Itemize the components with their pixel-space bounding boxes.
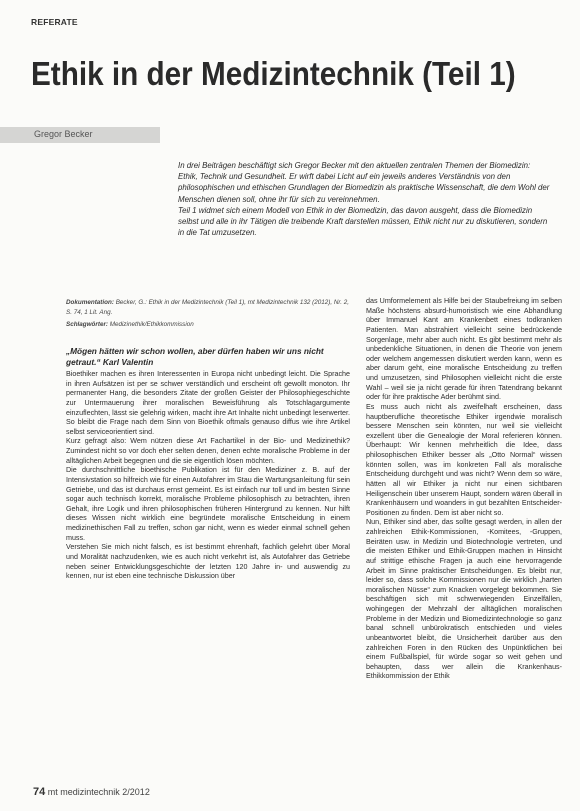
keywords-label: Schlagwörter: <box>66 321 108 329</box>
intro-paragraph-1: In drei Beiträgen beschäftigt sich Gregor Becker mit den aktuellen zentralen Themen der Biomedizin: Ethik, Technik und Gesundheit. Er wirft dabei Licht auf ein jeweils anderes Verständnis von den philosophischen und ethischen Grundlagen der Biomedizin als praktische Wissenschaft, die dem Wohl der Menschen dienen soll, ohne ihr für sich zu vereinnehmen. <box>178 161 550 204</box>
page-number: 74 <box>33 786 46 798</box>
documentation-text: Becker, G.: Ethik in der Medizintechnik (Teil 1), mt Medizintechnik 132 (2012), Nr. 2, S. 74, 1 Lit. Ang. <box>66 299 350 316</box>
body-paragraph: Nun, Ethiker sind aber, das sollte gesagt werden, in allen der zahlreichen Ethik-Kommissionen, -Komitees, -Gruppen, Beiräten usw. in Medizin und Biotechnologie vertreten, und die meisten Ethiker und Ethik-Gruppen machen in Hinsicht auf strittige ethische Fragen ja auch eine hervorragende Arbeit im Sinne praktischer Entscheidungen. Es bleibt nur, leider so, dass solche Kommissionen nur die wirklich „harten moralischen Nüsse“ zum Knacken vorgelegt bekommen. Sie beschäftigen sich mit schwerwiegenden Einzelfällen, wohingegen der Mehrzahl der alltäglichen moralischen Probleme in der Medizin und Biomedizintechnologie so ganz banal schnell unbürokratisch entschieden und vieles unbeantwortet bleibt, die Unsicherheit darüber aus den zahlreichen Foren in den Rücken des Unpünktlichen bei einem Fußballspiel, für würde sogar so weit gehen und behaupten, dass wer allein die Krankenhaus-Ethikkommission der Ethik <box>366 518 562 681</box>
body-paragraph: Verstehen Sie mich nicht falsch, es ist bestimmt ehrenhaft, fachlich gelehrt über Moral und Moralität nachzudenken, wie es auch nicht verkehrt ist, als Autofahrer das Getriebe neben seiner Entwicklungsgeschichte der letzten 120 Jahre in- und auswendig zu kennen, nur ist eben eine technische Diskussion über <box>66 543 350 581</box>
body-paragraph: Die durchschnittliche bioethische Publikation ist für den Mediziner z. B. auf der Intensivstation so hilfreich wie für einen Autofahrer im Stau die Wartungsanleitung für sein Getriebe, und das ist durchaus ernst gemeint. Es ist einfach nur toll und im besten Sinne sogar auch technisch korrekt, moralische Probleme philosophisch zu betrachten, ihren Gehalt, ihre Logik und ihren philosophischen früheren Hintergrund zu kennen. Nur hilft dieses Wissen nicht wirklich eine begründete moralische Entscheidung in einem medizinethischen Fall zu treffen, schon gar nicht, wenn es wieder einmal schnell gehen muss. <box>66 466 350 542</box>
body-column-right <box>366 297 562 787</box>
body-paragraph: Bioethiker machen es ihren Interessenten in Europa nicht unbedingt leicht. Die Sprache in ihren Aufsätzen ist per se schwer verständlich und erscheint oft gewollt monoton. Ihr permanenter Hang, die besonders Zitate der großen Geister der Philosophiegeschichte zur Untermauerung ihrer moralischen Beweisführung als Totschlagargumente einzuflechten, lässt sie gelehrig wirken, macht ihre Art Inhalte nicht unbedingt leserwerter. So bleibt die Frage nach dem Sinn von Bioethik oftmals genauso diffus wie ihre Artikel selbst serviceorientiert sind. <box>66 370 350 436</box>
article-title: Ethik in der Medizintechnik (Teil 1) <box>31 55 516 92</box>
body-paragraph: das Umformelement als Hilfe bei der Staubefreiung im selben Maße höchstens absurd-humoristisch wie eine Abhandlung über Immanuel Kant am Krankenbett eines todkranken Patienten. Man abstrahiert vielleicht seine bedrückende Sorgenlage, mehr aber auch nicht. Es gibt bestimmt mehr als unbedenkliche Situationen, in denen die Theorie von jenem oder welchem angemessen diskutiert werden kann, wenn es aber darum geht, eine moralische Entscheidung zu treffen und umzusetzen, sind Philosophen vielleicht nicht die erste Wahl – weil sie ja nicht gerade für ihren Tatendrang bekannt oder für ihre praktische Ader berühmt sind. <box>366 297 562 402</box>
author-name: Gregor Becker <box>34 129 93 139</box>
body-column-left <box>66 370 350 785</box>
epigraph-quote: „Mögen hätten wir schon wollen, aber dürfen haben wir uns nicht getraut.“ Karl Valentin <box>66 346 324 367</box>
journal-name: mt medizintechnik 2/2012 <box>47 787 150 797</box>
body-paragraph: Es muss auch nicht als zweifelhaft erscheinen, dass hauptberufliche theoretische Ethiker irgendwie moralisch bessere Menschen sein könnten, nur weil sie vielleicht exzellent über die Genealogie der Moral referieren können. Überhaupt: Wir kennen mehrheitlich die Idee, dass philosophischen Ethiker besser als „Otto Normal“ wissen könnten sollen, was im konkreten Fall als moralische Entscheidung durchgeht und was nicht? Wenn dem so wäre, hätten all wir Ethiker ja nicht nur einen sichtbaren Heiligenschein über unserem Haupt, sondern wären überall in Krankenhäusern und woanders in gut bezahlten Entscheider-Positionen zu finden. Dem ist aber nicht so. <box>366 402 562 517</box>
keywords-text: Medizinethik/Ethikkommission <box>109 321 194 329</box>
intro-paragraph-2: Teil 1 widmet sich einem Modell von Ethik in der Biomedizin, das davon ausgeht, dass die Biomedizin selbst und alle in ihr Tätigen die treibende Kraft darstellen müssen, Ethik nicht nur zu diskutieren, sondern in die Tat umzusetzen. <box>178 205 548 238</box>
documentation-label: Dokumentation: <box>66 299 114 306</box>
page-footer <box>33 786 150 798</box>
article-metadata <box>66 298 356 333</box>
article-intro <box>178 160 550 238</box>
keywords-line <box>66 320 356 330</box>
section-label: REFERATE <box>31 17 78 27</box>
documentation-line <box>66 298 356 317</box>
body-paragraph: Kurz gefragt also: Wem nützen diese Art Fachartikel in der Bio- und Medizinethik? Zumindest nicht so vor doch eher selten denen, denen echte moralische Probleme in der alltäglichen Arbeit begegnen und die sie eigentlich lösen möchten. <box>66 437 350 465</box>
